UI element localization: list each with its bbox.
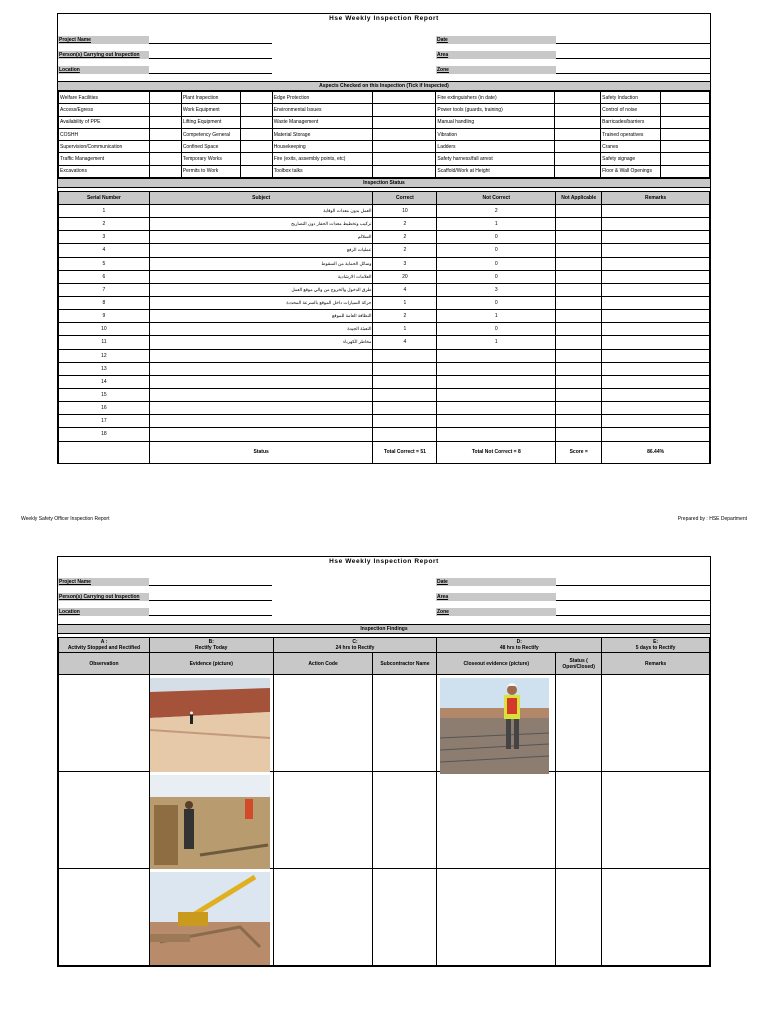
col-evidence: Evidence (picture) [149,653,273,675]
aspect-tick-box[interactable] [661,165,710,177]
serial-number: 15 [59,388,150,401]
aspect-tick-box[interactable] [372,165,436,177]
col-remarks-2: Remarks [602,653,710,675]
not-correct-count: 0 [437,323,556,336]
col-not-applicable: Not Applicable [556,192,602,205]
remarks [602,362,710,375]
correct-count [373,415,437,428]
finding-cell [373,675,437,772]
not-applicable-count [556,244,602,257]
aspect-label: Work Equipment [181,104,240,116]
subject: السلالم [149,231,373,244]
table-row [59,402,710,415]
project-name-label-2: Project Name [58,578,149,586]
not-correct-count [437,402,556,415]
status-label: Status [149,441,373,463]
aspects-table [58,91,710,178]
table-row [59,231,710,244]
date-field[interactable] [556,43,711,44]
aspect-tick-box[interactable] [372,92,436,104]
aspect-label: Scaffold/Work at Height [436,165,555,177]
col-serial: Serial Number [59,192,150,205]
remarks [602,310,710,323]
subject [149,362,373,375]
inspection-status-table [58,191,710,464]
remarks [602,283,710,296]
table-row [59,270,710,283]
evidence-photo-1 [150,678,270,772]
aspect-label: Competency General [181,128,240,140]
not-correct-count: 0 [437,231,556,244]
correct-count: 4 [373,336,437,349]
finding-cell [556,772,602,869]
aspect-tick-box[interactable] [240,92,272,104]
table-row [59,362,710,375]
not-correct-count: 0 [437,244,556,257]
aspect-row [59,165,710,177]
not-applicable-count [556,218,602,231]
finding-cell [59,675,150,772]
category-b: B: Rectify Today [149,638,273,653]
report-sheet-2 [57,556,711,967]
aspect-label: Control of noise [601,104,661,116]
col-subject: Subject [149,192,373,205]
aspect-label: Floor & Wall Openings [601,165,661,177]
correct-count: 4 [373,283,437,296]
subject: العمل بدون معدات الوقاية [149,205,373,218]
aspect-label: Fire (exits, assembly points, etc) [272,153,372,165]
table-row [59,283,710,296]
location-label: Location [58,66,149,74]
aspect-tick-box[interactable] [149,116,181,128]
subject: العلامات الارشادية [149,270,373,283]
not-applicable-count [556,336,602,349]
not-correct-count: 3 [437,283,556,296]
aspect-label: Power tools (guards, training) [436,104,555,116]
zone-label-2: Zone [436,608,556,616]
correct-count [373,402,437,415]
aspect-tick-box[interactable] [149,128,181,140]
aspect-label: Manual handling [436,116,555,128]
aspect-tick-box[interactable] [149,141,181,153]
subject [149,388,373,401]
serial-number: 3 [59,231,150,244]
not-applicable-count [556,375,602,388]
aspect-label: Access/Egress [59,104,150,116]
finding-cell [273,675,373,772]
remarks [602,244,710,257]
correct-count: 20 [373,270,437,283]
project-name-field-2[interactable] [149,585,272,586]
serial-number: 6 [59,270,150,283]
table-row [59,336,710,349]
persons-label-2: Person(s) Carrying out Inspection [58,593,149,601]
finding-cell [556,869,602,966]
remarks [602,296,710,309]
correct-count [373,375,437,388]
serial-number: 4 [59,244,150,257]
serial-number: 10 [59,323,150,336]
not-applicable-count [556,296,602,309]
remarks [602,349,710,362]
area-field[interactable] [556,58,711,59]
location-label-2: Location [58,608,149,616]
subject: وسائل الحماية من السقوط [149,257,373,270]
serial-number: 7 [59,283,150,296]
not-correct-count [437,375,556,388]
score-value: 86.44% [602,441,710,463]
aspect-label: Excavations [59,165,150,177]
aspect-tick-box[interactable] [240,153,272,165]
correct-count: 2 [373,231,437,244]
serial-number: 13 [59,362,150,375]
not-applicable-count [556,362,602,375]
not-correct-count [437,349,556,362]
aspect-tick-box[interactable] [661,116,710,128]
remarks [602,336,710,349]
not-correct-count [437,362,556,375]
not-correct-count [437,415,556,428]
aspect-label: Housekeeping [272,141,372,153]
aspect-label: COSHH [59,128,150,140]
total-correct: Total Correct = 51 [373,441,437,463]
area-label: Area [436,51,556,59]
not-applicable-count [556,283,602,296]
not-applicable-count [556,388,602,401]
not-applicable-count [556,257,602,270]
aspect-tick-box[interactable] [372,104,436,116]
aspect-label: Temporary Works [181,153,240,165]
project-name-field[interactable] [149,43,272,44]
category-d: D: 48 hrs to Rectify [437,638,602,653]
aspect-label: Toolbox talks [272,165,372,177]
remarks [602,402,710,415]
not-applicable-count [556,349,602,362]
not-correct-count: 2 [437,205,556,218]
aspect-tick-box[interactable] [661,128,710,140]
table-row [59,415,710,428]
not-applicable-count [556,415,602,428]
correct-count: 2 [373,310,437,323]
col-status: Status ( Open/Closed) [556,653,602,675]
aspect-tick-box[interactable] [555,141,601,153]
score-label: Score = [556,441,602,463]
aspect-tick-box[interactable] [240,104,272,116]
aspect-label: Vibration [436,128,555,140]
col-subcontractor: Subcontractor Name [373,653,437,675]
subject: تركيب وتخطيط معدات الحفار دون التصاريح [149,218,373,231]
not-correct-count: 1 [437,310,556,323]
subject [149,349,373,362]
correct-count: 10 [373,205,437,218]
not-applicable-count [556,402,602,415]
table-row [59,428,710,441]
aspect-row [59,141,710,153]
remarks [602,205,710,218]
aspect-tick-box[interactable] [149,153,181,165]
finding-cell [273,869,373,966]
aspect-label: Permits to Work [181,165,240,177]
zone-label: Zone [436,66,556,74]
aspect-label: Welfare Facilities [59,92,150,104]
table-row [59,349,710,362]
not-applicable-count [556,428,602,441]
inspection-status-header: Inspection Status [58,178,710,188]
report-title-2: Hse Weekly Inspection Report [329,558,439,565]
area-field-2[interactable] [556,600,711,601]
project-name-label: Project Name [58,36,149,44]
aspect-label: Availability of PPE [59,116,150,128]
zone-field[interactable] [556,73,711,74]
location-field[interactable] [149,73,272,74]
table-row [59,244,710,257]
aspect-row [59,153,710,165]
finding-cell [59,772,150,869]
finding-cell [373,772,437,869]
aspect-label: Lifting Equipment [181,116,240,128]
aspect-tick-box[interactable] [555,153,601,165]
evidence-photo-2 [150,775,270,869]
subject: طرق الدخول والخروج من والي موقع العمل [149,283,373,296]
remarks [602,428,710,441]
evidence-photo-3 [150,872,270,965]
aspect-row [59,116,710,128]
aspect-tick-box[interactable] [149,104,181,116]
not-applicable-count [556,323,602,336]
aspect-label: Safety signage [601,153,661,165]
serial-number: 14 [59,375,150,388]
not-applicable-count [556,205,602,218]
not-applicable-count [556,310,602,323]
aspect-label: Waste Management [272,116,372,128]
serial-number: 1 [59,205,150,218]
aspect-label: Supervision/Communication [59,141,150,153]
serial-number: 17 [59,415,150,428]
finding-cell [437,772,556,869]
not-correct-count: 1 [437,218,556,231]
table-row [59,205,710,218]
aspect-tick-box[interactable] [661,92,710,104]
table-row [59,323,710,336]
not-correct-count [437,388,556,401]
aspects-header: Aspects Checked on this Inspection (Tick if Inspected) [58,81,710,91]
aspect-label: Material Storage [272,128,372,140]
col-not-correct: Not Correct [437,192,556,205]
persons-field[interactable] [149,58,272,59]
category-e: E: 5 days to Rectify [602,638,710,653]
not-correct-count [437,428,556,441]
date-field-2[interactable] [556,585,711,586]
aspect-row [59,104,710,116]
aspect-tick-box[interactable] [555,104,601,116]
finding-cell [59,869,150,966]
table-row [59,218,710,231]
serial-number: 8 [59,296,150,309]
aspect-label: Plant Inspection [181,92,240,104]
correct-count [373,349,437,362]
aspect-tick-box[interactable] [555,92,601,104]
aspect-tick-box[interactable] [372,116,436,128]
finding-cell [437,869,556,966]
subject [149,428,373,441]
serial-number: 11 [59,336,150,349]
aspect-tick-box[interactable] [555,128,601,140]
not-applicable-count [556,231,602,244]
serial-number: 2 [59,218,150,231]
aspect-label: Safety harness/fall arrest [436,153,555,165]
col-action-code: Action Code [273,653,373,675]
aspect-label: Environmental Issues [272,104,372,116]
subject: حركة السيارات داخل الموقع بالسرعة المحددة [149,296,373,309]
date-label-2: Date [436,578,556,586]
correct-count: 2 [373,218,437,231]
not-correct-count: 0 [437,257,556,270]
aspect-tick-box[interactable] [555,165,601,177]
aspect-tick-box[interactable] [372,128,436,140]
report-title: Hse Weekly Inspection Report [329,15,439,22]
subject: التعبئة الجيدة [149,323,373,336]
aspect-row [59,128,710,140]
date-label: Date [436,36,556,44]
serial-number: 5 [59,257,150,270]
aspect-tick-box[interactable] [661,104,710,116]
aspect-label: Barricades/barriers [601,116,661,128]
not-correct-count: 1 [437,336,556,349]
subject [149,415,373,428]
aspect-label: Confined Space [181,141,240,153]
aspect-tick-box[interactable] [149,165,181,177]
aspect-tick-box[interactable] [661,141,710,153]
aspect-row [59,92,710,104]
aspect-tick-box[interactable] [149,92,181,104]
col-correct: Correct [373,192,437,205]
remarks [602,323,710,336]
category-c: C: 24 hrs to Rectify [273,638,437,653]
aspect-tick-box[interactable] [240,141,272,153]
closeout-photo-1 [440,678,549,774]
aspect-tick-box[interactable] [555,116,601,128]
finding-cell [373,869,437,966]
location-field-2[interactable] [149,615,272,616]
table-row [59,257,710,270]
col-observation: Observation [59,653,150,675]
remarks [602,375,710,388]
correct-count: 2 [373,244,437,257]
correct-count: 1 [373,296,437,309]
serial-number: 16 [59,402,150,415]
report-sheet-1 [57,13,711,464]
not-correct-count: 0 [437,296,556,309]
correct-count: 3 [373,257,437,270]
aspect-tick-box[interactable] [372,153,436,165]
not-correct-count: 0 [437,270,556,283]
col-remarks: Remarks [602,192,710,205]
persons-label: Person(s) Carrying out Inspection [58,51,149,59]
aspect-label: Cranes [601,141,661,153]
category-a: A : Activity Stopped and Rectified [59,638,150,653]
footer-right: Prepared by : HSE Department [677,516,747,522]
aspect-label: Ladders [436,141,555,153]
aspect-label: Fire extinguishers (in date) [436,92,555,104]
remarks [602,270,710,283]
aspect-label: Edge Protection [272,92,372,104]
status-cell-empty [59,441,150,463]
not-applicable-count [556,270,602,283]
zone-field-2[interactable] [556,615,711,616]
table-row [59,388,710,401]
remarks [602,257,710,270]
correct-count [373,388,437,401]
finding-cell [602,869,710,966]
persons-field-2[interactable] [149,600,272,601]
subject: مخاطر الكهرباء [149,336,373,349]
total-not-correct: Total Not Correct = 8 [437,441,556,463]
finding-cell [602,675,710,772]
table-row [59,375,710,388]
aspect-tick-box[interactable] [661,153,710,165]
subject [149,402,373,415]
table-row [59,296,710,309]
col-closeout: Closeout evidence (picture) [437,653,556,675]
aspect-tick-box[interactable] [240,128,272,140]
correct-count: 1 [373,323,437,336]
aspect-label: Trained operatives [601,128,661,140]
subject: النظافة العامة للموقع [149,310,373,323]
subject [149,375,373,388]
finding-cell [556,675,602,772]
table-row [59,310,710,323]
serial-number: 18 [59,428,150,441]
remarks [602,415,710,428]
findings-header: Inspection Findings [58,624,710,634]
correct-count [373,428,437,441]
remarks [602,388,710,401]
footer-left: Weekly Safety Officer Inspection Report [21,516,110,522]
subject: عمليات الرفع [149,244,373,257]
area-label-2: Area [436,593,556,601]
finding-cell [273,772,373,869]
aspect-tick-box[interactable] [240,116,272,128]
remarks [602,231,710,244]
finding-cell [602,772,710,869]
serial-number: 9 [59,310,150,323]
remarks [602,218,710,231]
correct-count [373,362,437,375]
aspect-tick-box[interactable] [372,141,436,153]
aspect-label: Safety Induction [601,92,661,104]
aspect-label: Traffic Management [59,153,150,165]
serial-number: 12 [59,349,150,362]
aspect-tick-box[interactable] [240,165,272,177]
